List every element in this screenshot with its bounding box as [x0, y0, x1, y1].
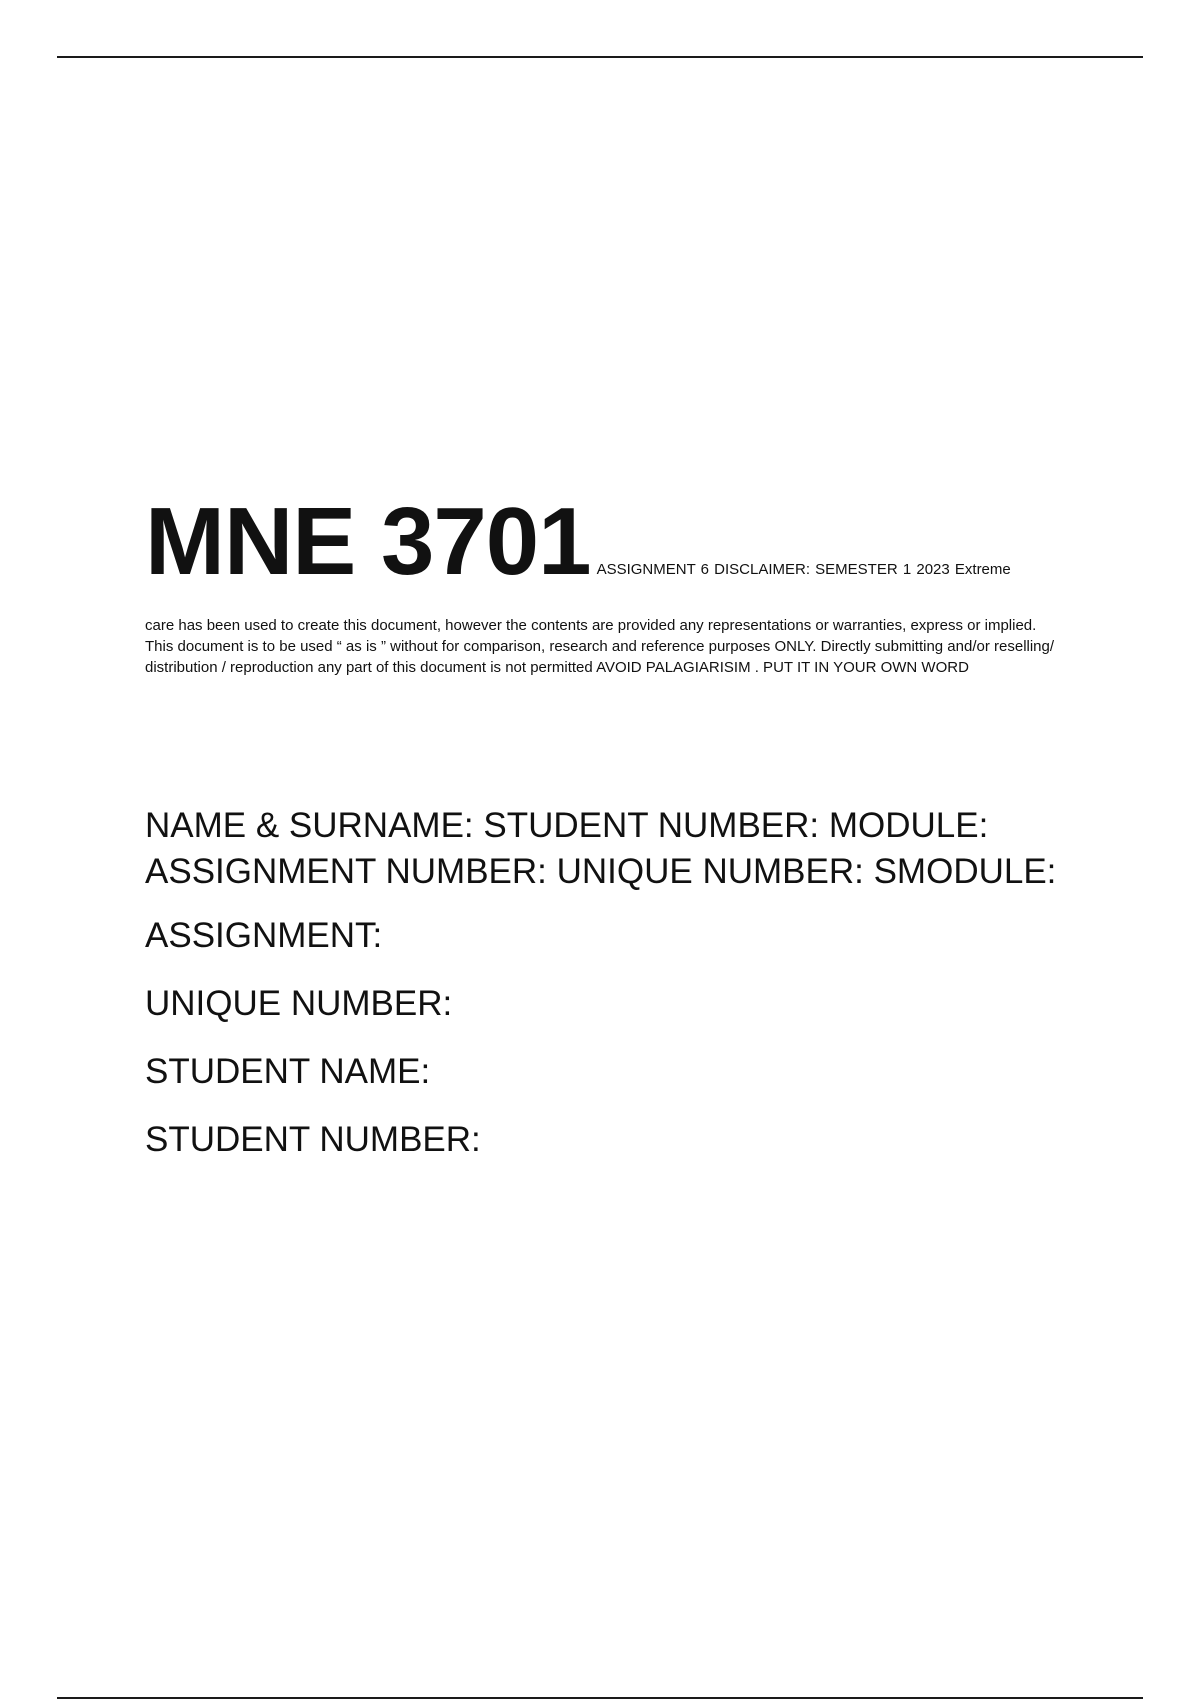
assignment-label: ASSIGNMENT: — [145, 916, 383, 955]
student-fields — [145, 803, 1085, 1163]
unique-number-label: UNIQUE NUMBER: — [145, 984, 453, 1023]
student-name-label: STUDENT NAME: — [145, 1052, 431, 1091]
top-divider — [57, 56, 1143, 58]
course-code-title: MNE 3701 — [145, 488, 591, 595]
student-number-label: STUDENT NUMBER: — [145, 1120, 481, 1159]
bottom-divider — [57, 1697, 1143, 1699]
title-line — [145, 488, 1145, 595]
assignment-subtitle: ASSIGNMENT 6 DISCLAIMER: SEMESTER 1 2023 Extreme — [596, 561, 1011, 578]
disclaimer-text: care has been used to create this document, however the contents are provided any representations or warranties, express or implied. This document is to be used “ as is ” without for comparison, research and reference purposes ONLY. Directly submitting and/or reselling/ distribution / reproduction any part of this document is not permitted AVOID PALAGIARISIM . PUT IT IN YOUR OWN WORD — [145, 617, 1055, 676]
combined-fields-label: NAME & SURNAME: STUDENT NUMBER: MODULE: ASSIGNMENT NUMBER: UNIQUE NUMBER: SMODULE: — [145, 806, 1057, 891]
